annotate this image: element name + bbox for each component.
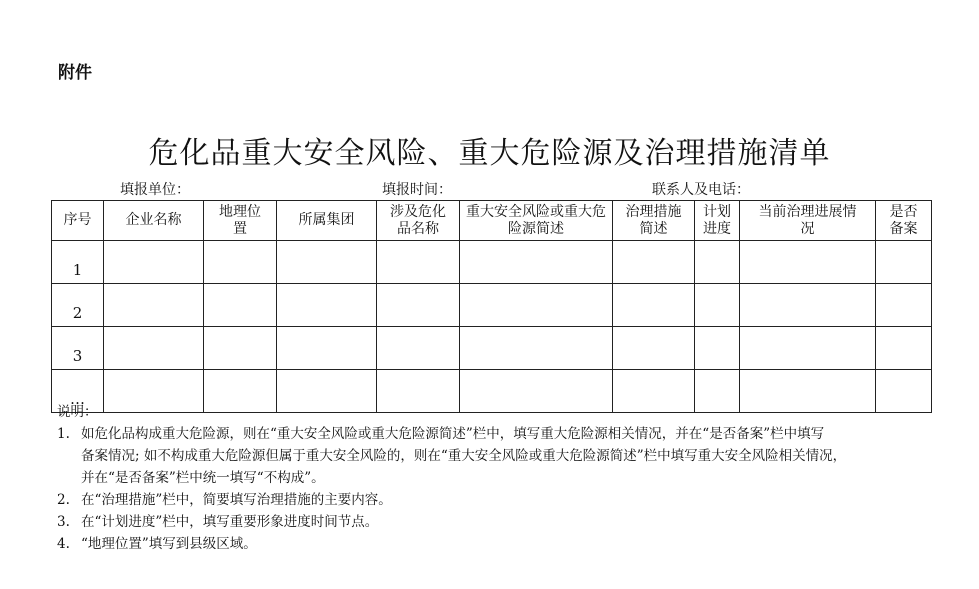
table-cell[interactable] bbox=[460, 327, 613, 370]
row-index: 3 bbox=[52, 327, 104, 370]
table-row bbox=[52, 241, 932, 284]
note-item bbox=[57, 533, 957, 555]
table-cell[interactable] bbox=[695, 241, 740, 284]
note-line: 如危化品构成重大危险源，则在“重大安全风险或重大危险源简述”栏中，填写重大危险源相关情况，并在“是否备案”栏中填写 bbox=[81, 426, 825, 442]
table-cell[interactable] bbox=[377, 327, 460, 370]
table-cell[interactable] bbox=[277, 284, 377, 327]
table-cell[interactable] bbox=[460, 241, 613, 284]
header-chemicals: 涉及危化品名称 bbox=[377, 201, 460, 241]
fill-unit-label: 填报单位： bbox=[120, 182, 190, 198]
note-number: 1. bbox=[57, 426, 70, 442]
note-number: 4. bbox=[57, 536, 70, 552]
risk-list-table bbox=[51, 200, 932, 413]
note-item bbox=[57, 511, 957, 533]
table-cell[interactable] bbox=[277, 241, 377, 284]
table-cell[interactable] bbox=[104, 241, 204, 284]
note-line: 并在“是否备案”栏中统一填写“不构成”。 bbox=[81, 470, 325, 486]
table-cell[interactable] bbox=[104, 327, 204, 370]
table-cell[interactable] bbox=[695, 284, 740, 327]
note-line: 在“治理措施”栏中，简要填写治理措施的主要内容。 bbox=[81, 492, 392, 508]
attachment-label: 附件 bbox=[58, 63, 92, 83]
table-cell[interactable] bbox=[613, 241, 695, 284]
table-cell[interactable] bbox=[460, 284, 613, 327]
table-cell[interactable] bbox=[204, 241, 277, 284]
fill-time-label: 填报时间： bbox=[382, 182, 452, 198]
header-schedule: 计划进度 bbox=[695, 201, 740, 241]
table-cell[interactable] bbox=[613, 284, 695, 327]
table-cell[interactable] bbox=[377, 241, 460, 284]
table-cell[interactable] bbox=[204, 327, 277, 370]
table-cell[interactable] bbox=[740, 327, 876, 370]
table-cell[interactable] bbox=[876, 284, 932, 327]
note-line: 备案情况; 如不构成重大危险源但属于重大安全风险的，则在“重大安全风险或重大危险源简述”栏中填写重大安全风险相关情况， bbox=[81, 448, 847, 464]
note-number: 3. bbox=[57, 514, 70, 530]
table-row bbox=[52, 284, 932, 327]
header-company-name: 企业名称 bbox=[104, 201, 204, 241]
header-measures: 治理措施简述 bbox=[613, 201, 695, 241]
table-cell[interactable] bbox=[104, 284, 204, 327]
table-cell[interactable] bbox=[876, 241, 932, 284]
note-line: “地理位置”填写到县级区域。 bbox=[81, 536, 257, 552]
row-index: 1 bbox=[52, 241, 104, 284]
table-cell[interactable] bbox=[740, 284, 876, 327]
notes-section bbox=[57, 401, 957, 555]
table-cell[interactable] bbox=[377, 284, 460, 327]
header-group: 所属集团 bbox=[277, 201, 377, 241]
table-header-row bbox=[52, 201, 932, 241]
row-index: 2 bbox=[52, 284, 104, 327]
note-number: 2. bbox=[57, 492, 70, 508]
table-cell[interactable] bbox=[204, 284, 277, 327]
header-progress: 当前治理进展情况 bbox=[740, 201, 876, 241]
table-cell[interactable] bbox=[613, 327, 695, 370]
document-title: 危化品重大安全风险、重大危险源及治理措施清单 bbox=[148, 136, 831, 171]
table-cell[interactable] bbox=[277, 327, 377, 370]
note-line: 在“计划进度”栏中，填写重要形象进度时间节点。 bbox=[81, 514, 379, 530]
table-cell[interactable] bbox=[695, 327, 740, 370]
notes-heading: 说明： bbox=[57, 404, 98, 420]
table-cell[interactable] bbox=[740, 241, 876, 284]
table-cell[interactable] bbox=[876, 327, 932, 370]
note-item bbox=[57, 489, 957, 511]
header-location: 地理位置 bbox=[204, 201, 277, 241]
header-filed: 是否备案 bbox=[876, 201, 932, 241]
contact-label: 联系人及电话： bbox=[652, 182, 750, 198]
table-row bbox=[52, 327, 932, 370]
header-index: 序号 bbox=[52, 201, 104, 241]
row-index: … bbox=[52, 370, 104, 413]
note-item bbox=[57, 423, 957, 489]
header-risk-description: 重大安全风险或重大危险源简述 bbox=[460, 201, 613, 241]
